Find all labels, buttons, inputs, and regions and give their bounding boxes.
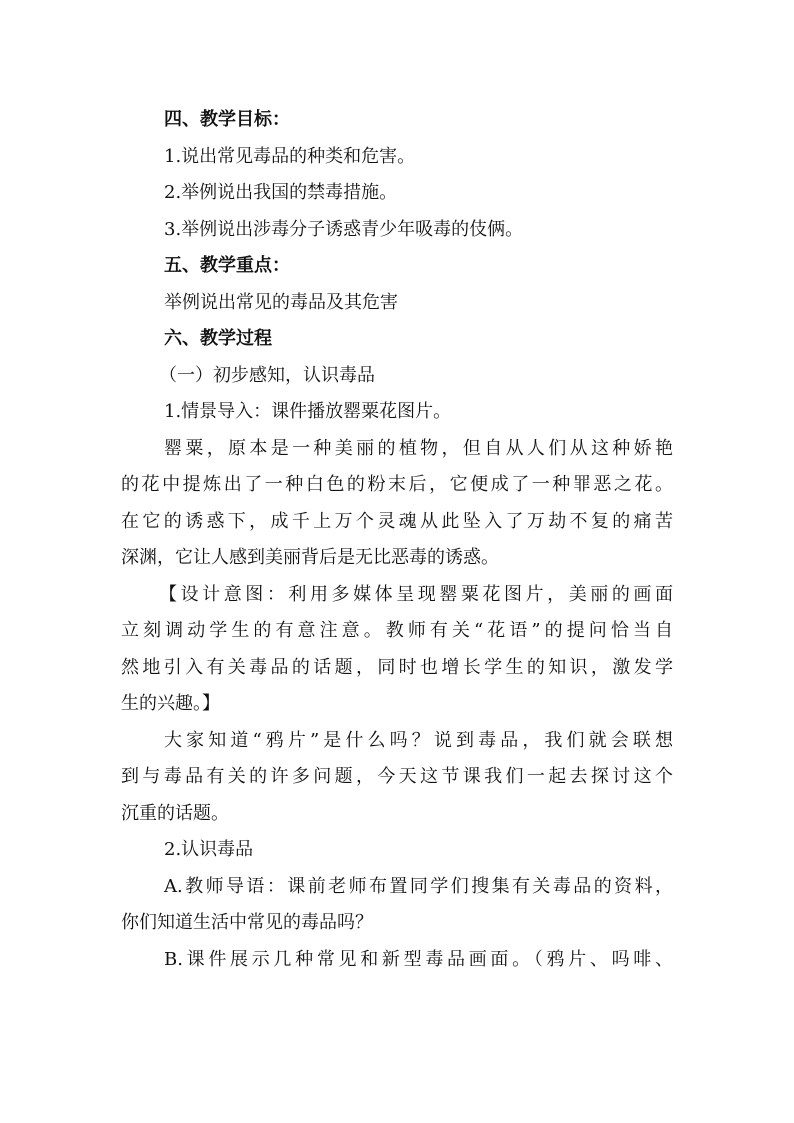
step-1-intro: 1.情景导入：课件播放罂粟花图片。 — [164, 401, 452, 422]
poppy-paragraph-line: 的花中提炼出了一种白色的粉末后，它便成了一种罪恶之花。 — [121, 474, 673, 495]
section-heading-goals: 四、教学目标： — [164, 109, 290, 130]
goal-item-3: 3.举例说出涉毒分子诱惑青少年吸毒的伎俩。 — [164, 218, 524, 240]
step-b-line: B.课件展示几种常见和新型毒品画面。（鸦片、吗啡、 — [164, 948, 673, 970]
step-a-line: A.教师导语：课前老师布置同学们搜集有关毒品的资料， — [164, 875, 673, 897]
poppy-paragraph-line: 罂粟，原本是一种美丽的植物，但自从人们从这种娇艳 — [164, 437, 673, 459]
opium-paragraph-line: 大家知道“鸦片”是什么吗？说到毒品，我们就会联想 — [164, 729, 673, 751]
opium-paragraph-line: 沉重的话题。 — [121, 802, 229, 824]
step-2-heading: 2.认识毒品 — [164, 839, 254, 860]
design-intent-line: 然地引入有关毒品的话题，同时也增长学生的知识，激发学 — [121, 656, 673, 678]
design-intent-line: 【设计意图：利用多媒体呈现罂粟花图片，美丽的画面 — [159, 583, 673, 605]
poppy-paragraph-line: 在它的诱惑下，成千上万个灵魂从此坠入了万劫不复的痛苦 — [121, 510, 673, 532]
step-a-line: 你们知道生活中常见的毒品吗？ — [121, 912, 373, 933]
document-body — [121, 102, 673, 978]
opium-paragraph-line: 到与毒品有关的许多问题，今天这节课我们一起去探讨这个 — [121, 766, 673, 787]
section-heading-key-points: 五、教学重点： — [164, 255, 290, 276]
poppy-paragraph-line: 深渊，它让人感到美丽背后是无比恶毒的诱惑。 — [121, 547, 499, 568]
key-point-text: 举例说出常见的毒品及其危害 — [164, 291, 398, 313]
section-heading-process: 六、教学过程 — [164, 328, 272, 349]
design-intent-line: 生的兴趣。】 — [121, 693, 220, 714]
goal-item-2: 2.举例说出我国的禁毒措施。 — [164, 182, 398, 203]
design-intent-line: 立刻调动学生的有意注意。教师有关“花语”的提问恰当自 — [121, 620, 673, 641]
subsection-title: （一）初步感知，认识毒品 — [159, 364, 375, 386]
goal-item-1: 1.说出常见毒品的种类和危害。 — [164, 145, 416, 167]
